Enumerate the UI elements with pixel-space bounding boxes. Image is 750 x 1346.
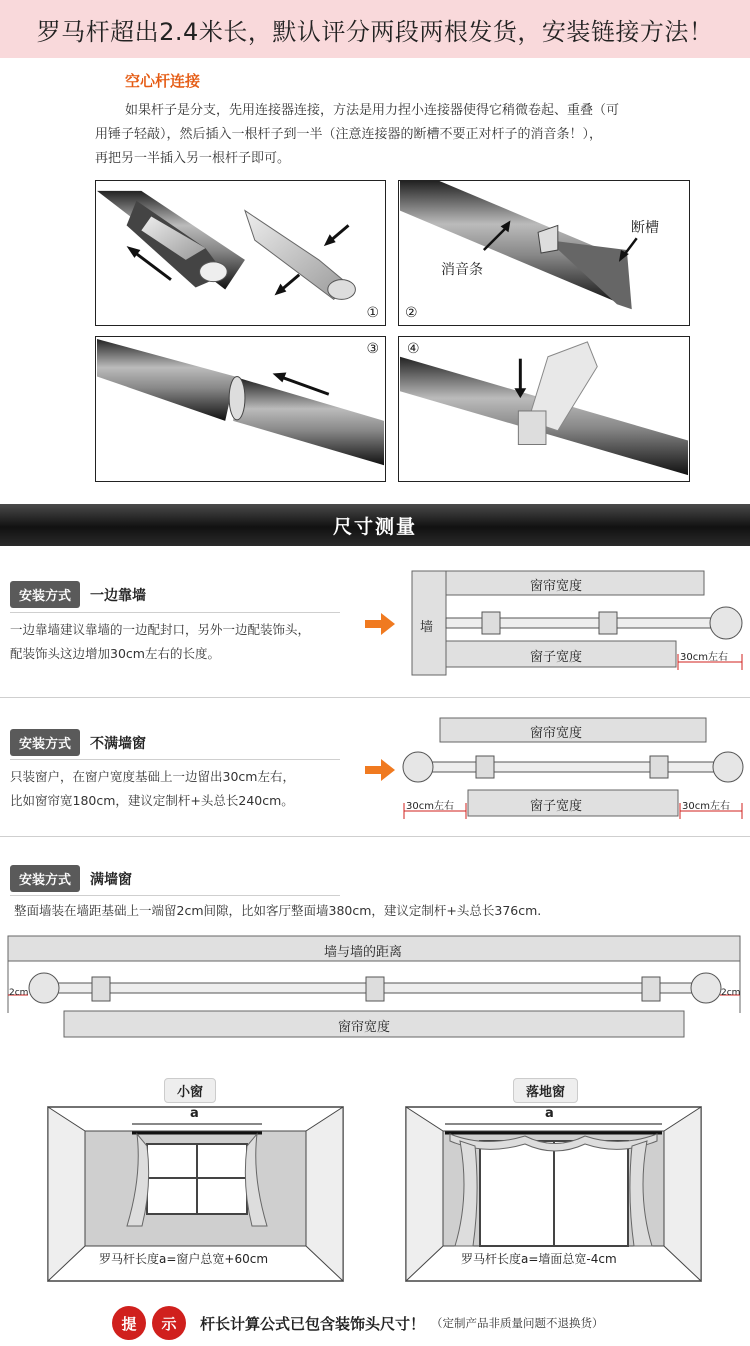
tip-sub: （定制产品非质量问题不退换货）: [431, 1316, 604, 1330]
method3-header: [10, 865, 132, 892]
m2-curtain-width: 窗帘宽度: [530, 726, 583, 741]
step3-number: ③: [366, 341, 379, 357]
m3-gap-right: 2cm: [721, 988, 741, 998]
tip-circle-2: 示: [152, 1306, 186, 1340]
label-slot: 断槽: [631, 220, 659, 236]
m2-window-width: 窗子宽度: [530, 799, 583, 814]
step4-illustration: [398, 336, 690, 482]
method2-arrow-icon: [365, 759, 395, 781]
tip-footer: [112, 1306, 604, 1340]
m3-curtain-width: 窗帘宽度: [338, 1020, 391, 1035]
label-silencer: 消音条: [441, 262, 483, 278]
small-formula: 罗马杆长度a=窗户总宽+60cm: [99, 1252, 269, 1266]
method3-divider: [10, 895, 340, 896]
hollow-title: 空心杆连接: [125, 72, 201, 90]
method3-name: 满墙窗: [90, 871, 133, 888]
tip-main: 杆长计算公式已包含装饰头尺寸！: [200, 1314, 426, 1333]
method2-name: 不满墙窗: [90, 735, 147, 752]
m3-wall-distance: 墙与墙的距离: [324, 945, 403, 960]
step4-number: ④: [407, 341, 420, 357]
method2-divider: [10, 759, 340, 760]
method1-name: 一边靠墙: [90, 587, 147, 604]
m2-extra-right: 30cm左右: [682, 801, 730, 812]
banner-text: 罗马杆超出2.4米长，默认评分两段两根发货，安装链接方法！: [36, 17, 714, 46]
step2-illustration: [398, 180, 690, 326]
m1-extra: 30cm左右: [680, 652, 728, 663]
step3-illustration: [95, 336, 386, 482]
floor-a-label: a: [545, 1106, 554, 1121]
small-a-label: a: [190, 1106, 199, 1121]
top-banner: [0, 0, 750, 58]
method2-header: [10, 729, 146, 756]
method1-desc1: 一边靠墙建议靠墙的一边配封口，另外一边配装饰头，: [10, 622, 311, 637]
method2-tag: 安装方式: [10, 729, 80, 756]
m3-gap-left: 2cm: [9, 988, 29, 998]
floor-window-illustration: [405, 1106, 702, 1282]
measure-title: 尺寸测量: [332, 515, 417, 538]
method1-desc2: 配装饰头这边增加30cm左右的长度。: [10, 646, 220, 661]
m1-curtain-width: 窗帘宽度: [530, 579, 583, 594]
method1-diagram: [404, 566, 746, 678]
method3-diagram: [6, 933, 744, 1041]
section-divider-2: [0, 836, 750, 837]
hollow-line3: 再把另一半插入另一根杆子即可。: [95, 151, 291, 166]
method1-arrow-icon: [365, 613, 395, 635]
m2-extra-left: 30cm左右: [406, 801, 454, 812]
method2-desc2: 比如窗帘宽180cm，建议定制杆+头总长240cm。: [10, 793, 294, 808]
small-window-illustration: [47, 1106, 344, 1282]
floor-window-label: 落地窗: [513, 1078, 578, 1103]
m1-window-width: 窗子宽度: [530, 650, 583, 665]
step1-number: ①: [366, 305, 379, 321]
method1-tag: 安装方式: [10, 581, 80, 608]
step1-illustration: [95, 180, 386, 326]
section-divider-1: [0, 697, 750, 698]
tip-circle-1: 提: [112, 1306, 146, 1340]
step2-number: ②: [405, 305, 418, 321]
hollow-line1: 如果杆子是分支，先用连接器连接，方法是用力捏小连接器使得它稍微卷起、重叠（可: [125, 103, 620, 118]
method2-desc1: 只装窗户，在窗户宽度基础上一边留出30cm左右，: [10, 769, 295, 784]
floor-formula: 罗马杆长度a=墙面总宽-4cm: [461, 1252, 617, 1266]
hollow-line2: 用锤子轻敲），然后插入一根杆子到一半（注意连接器的断槽不要正对杆子的消音条！），: [95, 127, 603, 142]
method1-divider: [10, 612, 340, 613]
method3-desc: 整面墙装在墙距基础上一端留2cm间隙，比如客厅整面墙380cm，建议定制杆+头总长376cm.: [14, 903, 542, 918]
small-window-label: 小窗: [164, 1078, 216, 1103]
method2-diagram: [400, 716, 746, 820]
wall-label: 墙: [420, 620, 434, 635]
method1-header: [10, 581, 146, 608]
measure-title-bar: [0, 504, 750, 546]
method3-tag: 安装方式: [10, 865, 80, 892]
